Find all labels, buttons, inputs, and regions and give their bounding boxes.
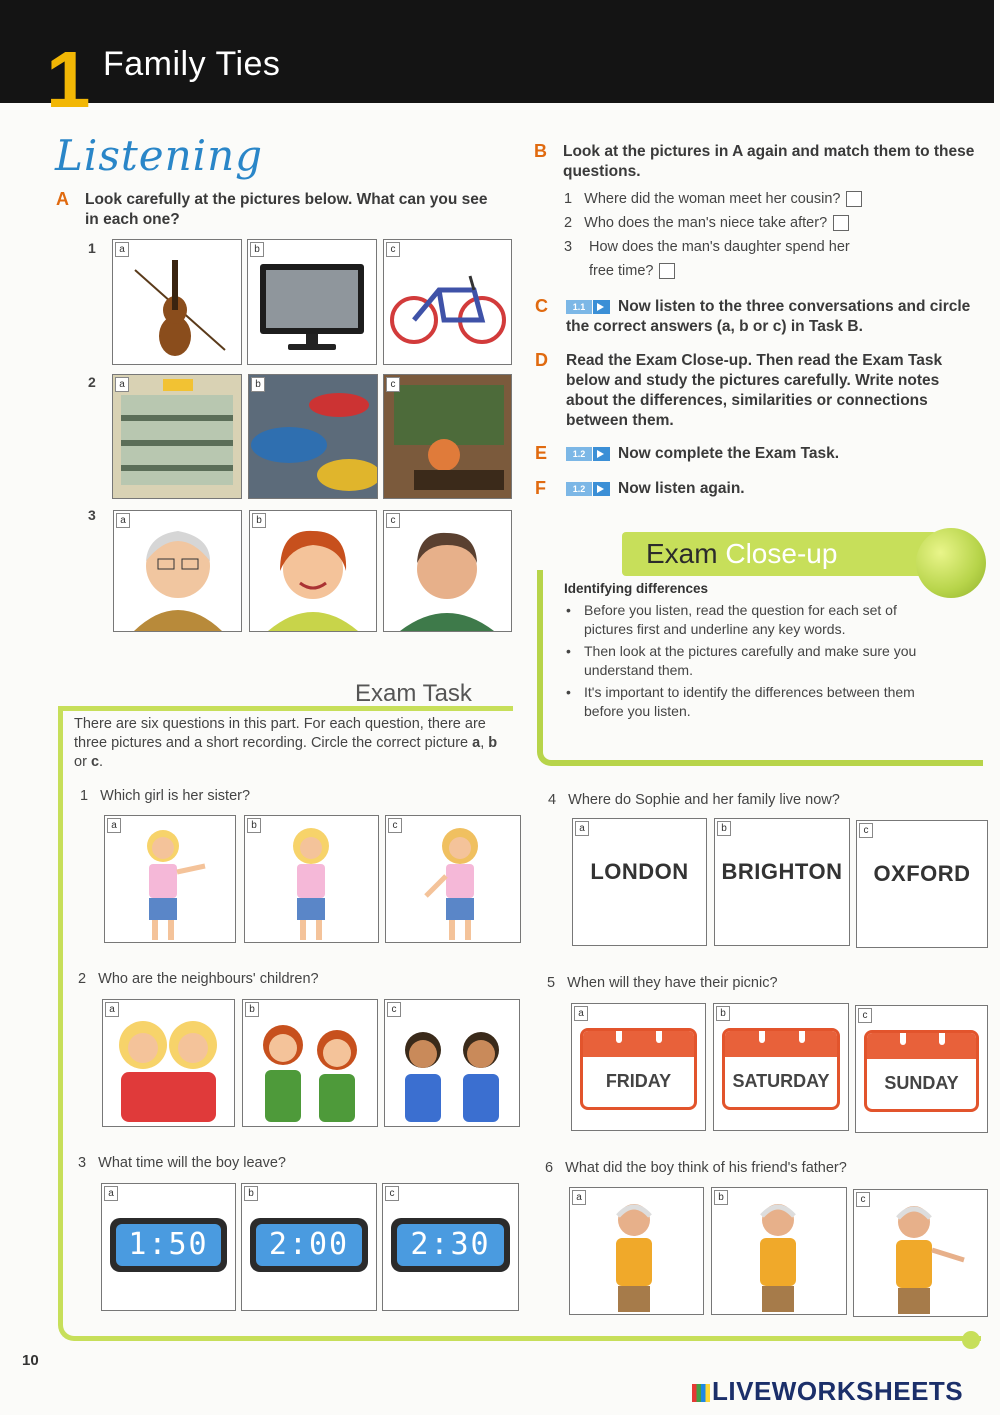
picture-label: c: [388, 818, 402, 833]
man-icon: [384, 511, 511, 631]
bullet-item: [566, 642, 926, 679]
picture-label: a: [575, 821, 589, 836]
play-icon: [593, 447, 610, 461]
task-c-letter: C: [535, 296, 548, 316]
exam-task-intro: [74, 715, 514, 772]
track-number: 1.1: [566, 300, 592, 314]
intro-or: or: [74, 754, 87, 770]
option-c: c: [90, 754, 100, 770]
picture-label: b: [717, 821, 731, 836]
task-b-question: [564, 211, 924, 235]
violin-icon: [113, 240, 241, 364]
picture-label: a: [105, 1002, 119, 1017]
task-b-instruction: Look at the pictures in A again and match them to these questions.: [563, 143, 975, 180]
cars-icon: [249, 375, 377, 498]
picture-label: a: [104, 1186, 118, 1201]
bullet-icon: •: [566, 684, 571, 700]
option-picture[interactable]: [855, 1005, 988, 1133]
question-number: 4: [548, 792, 557, 808]
exam-closeup-bullets: [566, 601, 926, 720]
answer-checkbox[interactable]: [846, 191, 862, 207]
old-man-icon: [712, 1188, 846, 1314]
picture-label: b: [245, 1002, 259, 1017]
audio-track-button[interactable]: [566, 447, 612, 461]
calendar-day: SUNDAY: [884, 1073, 959, 1093]
picture-label: c: [386, 377, 400, 392]
exam-closeup-title: [646, 538, 837, 570]
bicycle-icon: [384, 240, 511, 364]
option-picture[interactable]: [104, 815, 236, 943]
girl-icon: [386, 816, 520, 942]
bullet-icon: •: [566, 602, 571, 618]
exam-question: [78, 1155, 286, 1171]
liveworksheets-logo-icon: [692, 1384, 710, 1402]
audio-track-button[interactable]: [566, 482, 612, 496]
question-text: What did the boy think of his friend's father?: [565, 1160, 847, 1176]
bookshelf-icon: [384, 375, 511, 498]
watermark-text: LIVEWORKSHEETS: [712, 1376, 964, 1406]
picture-label: a: [116, 513, 130, 528]
picture-man[interactable]: [383, 510, 512, 632]
section-title-listening: Listening: [55, 131, 264, 180]
picture-label: b: [250, 242, 264, 257]
task-e-text: Now complete the Exam Task.: [618, 445, 840, 462]
picture-label: b: [247, 818, 261, 833]
option-picture[interactable]: [102, 999, 235, 1127]
exam-question: [78, 971, 319, 987]
answer-checkbox[interactable]: [659, 263, 675, 279]
picture-label: b: [252, 513, 266, 528]
picture-label: c: [387, 1002, 401, 1017]
question-number: 2: [564, 215, 573, 231]
option-picture[interactable]: [853, 1189, 988, 1317]
picture-label: c: [856, 1192, 870, 1207]
clock-time: 2:30: [397, 1224, 504, 1266]
picture-bicycle[interactable]: [383, 239, 512, 365]
question-number: 3: [564, 239, 573, 255]
monitor-icon: [248, 240, 376, 364]
exam-task-title: Exam Task: [355, 680, 472, 707]
two-children-icon: [243, 1000, 377, 1126]
digital-clock: [110, 1218, 227, 1272]
bullet-item: [566, 601, 926, 638]
calendar-icon: [722, 1028, 840, 1110]
track-number: 1.2: [566, 482, 592, 496]
intro-period: .: [99, 754, 104, 770]
picture-supermarket[interactable]: [112, 374, 242, 499]
picture-label: b: [716, 1006, 730, 1021]
bullet-text: Then look at the pictures carefully and make sure you understand them.: [584, 643, 917, 678]
option-picture[interactable]: [856, 820, 988, 948]
picture-label: c: [859, 823, 873, 838]
question-text: What time will the boy leave?: [98, 1155, 286, 1171]
old-woman-icon: [114, 511, 241, 631]
option-picture[interactable]: [384, 999, 520, 1127]
option-a: a: [472, 735, 481, 751]
picture-label: a: [572, 1190, 586, 1205]
picture-library[interactable]: [383, 374, 512, 499]
play-icon: [593, 482, 610, 496]
calendar-icon: [864, 1030, 979, 1112]
unit-number: 1: [46, 35, 91, 124]
play-icon: [593, 300, 610, 314]
task-a-instruction: Look carefully at the pictures below. What can you see in each one?: [85, 191, 488, 228]
place-name: OXFORD: [873, 861, 971, 886]
calendar-day: SATURDAY: [732, 1071, 830, 1091]
page-number: 10: [22, 1352, 39, 1369]
audio-track-button[interactable]: [566, 300, 612, 314]
picture-car-park[interactable]: [248, 374, 378, 499]
watermark: [692, 1376, 963, 1407]
option-picture[interactable]: [713, 1003, 849, 1131]
question-text: How does the man's daughter spend her free time?: [589, 239, 850, 279]
exam-question: [80, 788, 250, 804]
twin-girls-icon: [103, 1000, 234, 1126]
question-number: 2: [78, 971, 87, 987]
picture-label: c: [386, 242, 400, 257]
option-b: b: [488, 735, 498, 751]
question-number: 1: [80, 788, 89, 804]
task-e-instruction: [566, 444, 981, 464]
clock-time: 2:00: [256, 1224, 362, 1266]
digital-clock: [250, 1218, 368, 1272]
question-text: Which girl is her sister?: [100, 788, 251, 804]
exam-question: [547, 975, 778, 991]
place-name: BRIGHTON: [721, 859, 843, 884]
exam-question: [548, 792, 840, 808]
task-f-instruction: [566, 479, 981, 499]
exam-question: [545, 1160, 847, 1176]
picture-old-woman[interactable]: [113, 510, 242, 632]
bullet-text: It's important to identify the differences between them before you listen.: [584, 684, 915, 719]
task-a-letter: A: [56, 189, 69, 209]
question-text: Who does the man's niece take after?: [584, 215, 828, 231]
track-number: 1.2: [566, 447, 592, 461]
option-picture[interactable]: [571, 1003, 706, 1131]
option-picture[interactable]: [711, 1187, 847, 1315]
task-d-letter: D: [535, 350, 548, 370]
bullet-icon: •: [566, 643, 571, 659]
picture-label: b: [244, 1186, 258, 1201]
option-picture[interactable]: [101, 1183, 236, 1311]
picture-label: a: [115, 242, 129, 257]
task-b-question: [564, 187, 924, 211]
question-number: 6: [545, 1160, 554, 1176]
picture-computer-monitor[interactable]: [247, 239, 377, 365]
option-picture[interactable]: [569, 1187, 704, 1315]
task-a-row-number: 2: [88, 374, 96, 390]
girl-icon: [105, 816, 235, 942]
task-c-instruction: [566, 297, 981, 337]
two-boys-icon: [385, 1000, 519, 1126]
task-a-row-number: 1: [88, 240, 96, 256]
task-a-row-number: 3: [88, 507, 96, 523]
calendar-icon: [580, 1028, 697, 1110]
bullet-text: Before you listen, read the question for each set of pictures first and underline any key words.: [584, 602, 897, 637]
option-picture[interactable]: [241, 1183, 377, 1311]
unit-title: Family Ties: [103, 45, 281, 83]
question-number: 1: [564, 191, 573, 207]
task-b-question: [564, 235, 864, 283]
shelves-icon: [113, 375, 241, 498]
question-number: 5: [547, 975, 556, 991]
option-picture[interactable]: [242, 999, 378, 1127]
question-text-wrap: [589, 235, 864, 283]
option-picture[interactable]: [385, 815, 521, 943]
task-d-instruction: Read the Exam Close-up. Then read the Exam Task below and study the pictures carefully. Write notes about the differences, similarities or connections between them.: [566, 352, 943, 429]
option-picture[interactable]: [244, 815, 379, 943]
girl-icon: [245, 816, 378, 942]
option-picture[interactable]: [714, 818, 850, 946]
picture-label: a: [107, 818, 121, 833]
frame-end-dot: [962, 1331, 980, 1349]
picture-label: c: [385, 1186, 399, 1201]
old-man-icon: [570, 1188, 703, 1314]
task-c-text: Now listen to the three conversations and circle the correct answers (a, b or c) in Task B.: [566, 298, 971, 335]
option-picture[interactable]: [572, 818, 707, 946]
question-text: Where do Sophie and her family live now?: [568, 792, 840, 808]
intro-comma: ,: [480, 735, 485, 751]
question-text: When will they have their picnic?: [567, 975, 778, 991]
calendar-day: FRIDAY: [605, 1071, 672, 1091]
picture-young-woman[interactable]: [249, 510, 377, 632]
task-f-letter: F: [535, 478, 546, 498]
question-text: Who are the neighbours' children?: [98, 971, 319, 987]
question-text: Where did the woman meet her cousin?: [584, 191, 841, 207]
intro-text: There are six questions in this part. For each question, there are three pictures and a short recording. Circle the correct picture: [74, 716, 486, 751]
answer-checkbox[interactable]: [833, 215, 849, 231]
task-b-letter: B: [534, 141, 547, 161]
digital-clock: [391, 1218, 510, 1272]
option-picture[interactable]: [382, 1183, 519, 1311]
old-man-icon: [854, 1190, 987, 1316]
young-woman-icon: [250, 511, 376, 631]
picture-label: c: [858, 1008, 872, 1023]
picture-label: c: [386, 513, 400, 528]
task-e-letter: E: [535, 443, 548, 463]
picture-label: a: [115, 377, 129, 392]
picture-label: b: [251, 377, 265, 392]
title-part: Exam: [646, 538, 718, 569]
picture-label: a: [574, 1006, 588, 1021]
exam-closeup-subtitle: Identifying differences: [564, 581, 709, 596]
title-part: Close-up: [725, 538, 838, 569]
clock-time: 1:50: [116, 1224, 221, 1266]
picture-violin[interactable]: [112, 239, 242, 365]
question-number: 3: [78, 1155, 87, 1171]
place-name: LONDON: [590, 859, 689, 884]
tennis-ball-icon: [916, 528, 986, 598]
task-f-text: Now listen again.: [618, 480, 745, 497]
picture-label: b: [714, 1190, 728, 1205]
